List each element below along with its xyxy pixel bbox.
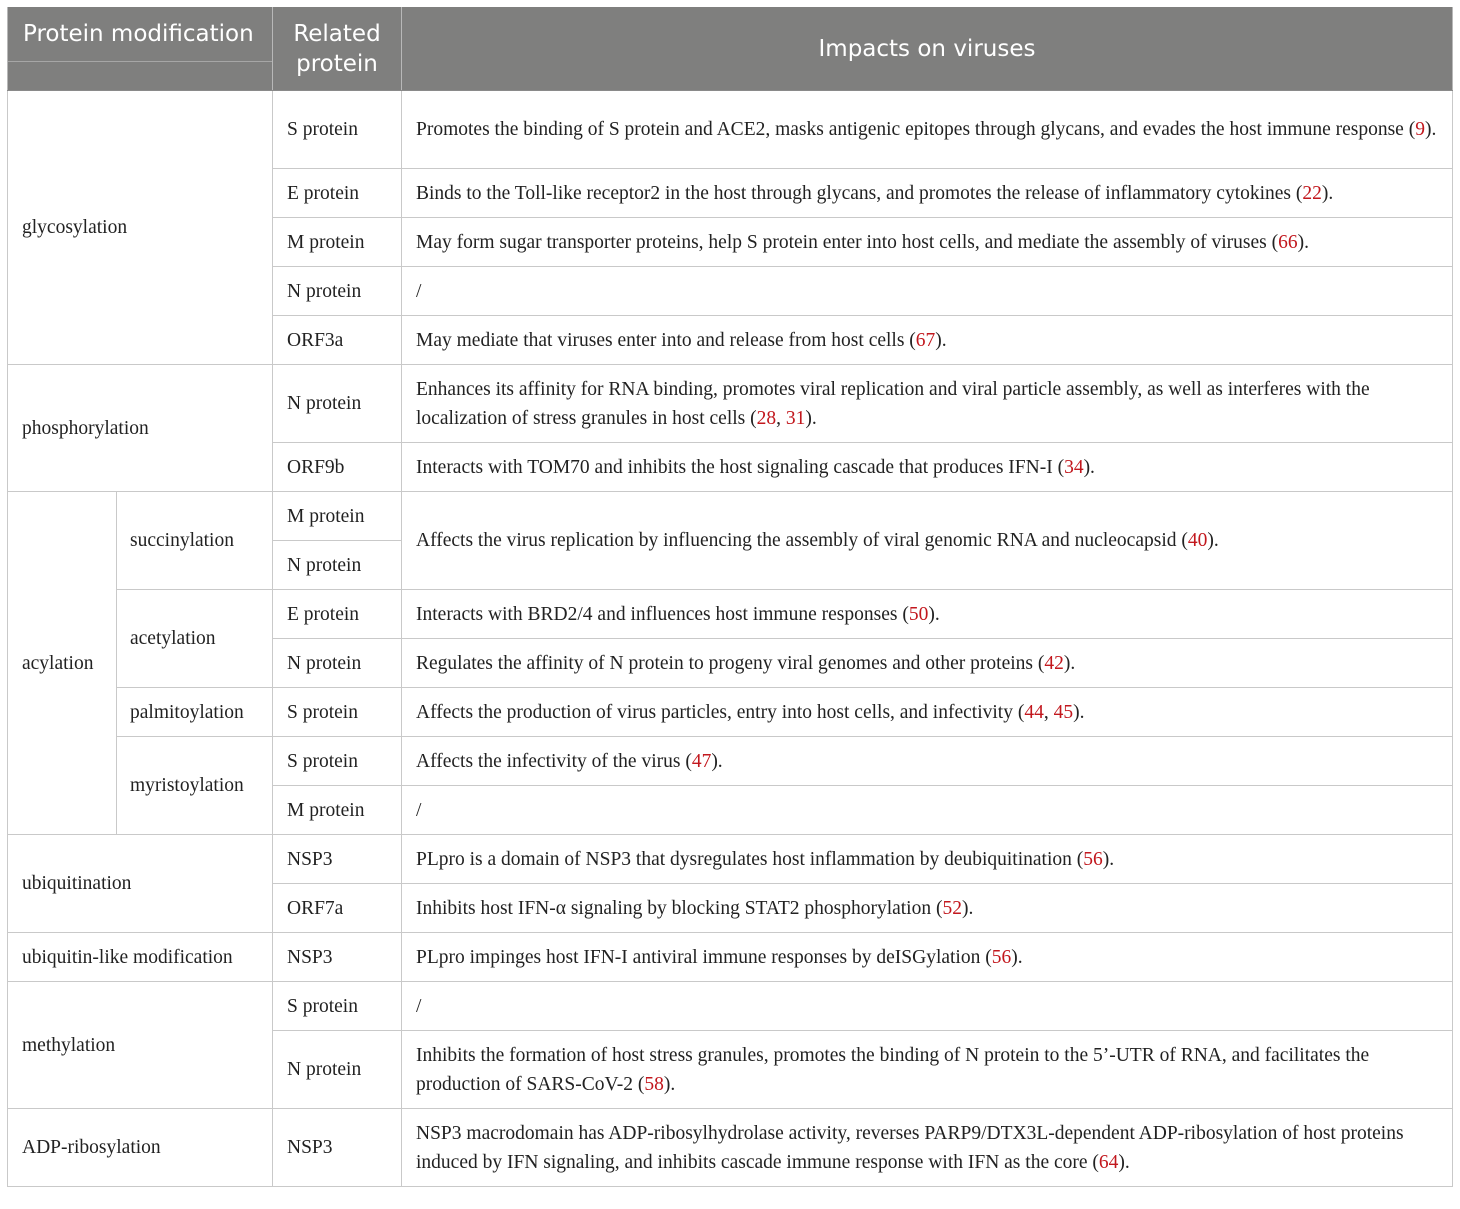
impact-text-end: ). [928, 603, 940, 625]
impact-text-end: ). [663, 1073, 676, 1095]
impact-text: May form sugar transporter proteins, help S protein enter into host cells, and mediate the assembly of viruses ( [416, 231, 1279, 253]
reference-link[interactable]: 50 [908, 603, 929, 625]
protein-cell: ORF7a [273, 884, 402, 933]
impact-text-end: ). [935, 329, 947, 351]
impact-text: Promotes the binding of S protein and ACE2, masks antigenic epitopes through glycans, and evades the host immune response ( [416, 119, 1416, 140]
protein-cell: NSP3 [273, 933, 402, 982]
impact-text-end: ). [1063, 652, 1076, 674]
impact-text-end: ). [1424, 119, 1437, 140]
subgroup-succinylation: succinylation [117, 492, 273, 590]
table-row [8, 492, 1453, 541]
protein-cell: N protein [273, 267, 402, 316]
impact-text: Interacts with TOM70 and inhibits the host signaling cascade that produces IFN-I ( [416, 456, 1065, 478]
impact-cell [402, 1109, 1453, 1187]
protein-cell: S protein [273, 688, 402, 737]
group-phosphorylation: phosphorylation [8, 365, 273, 492]
protein-cell: ORF9b [273, 443, 402, 492]
impact-cell [402, 267, 1453, 316]
table-row [8, 91, 1453, 169]
impact-text: / [416, 280, 422, 302]
impact-text-end: ). [1102, 848, 1115, 870]
reference-link[interactable]: 31 [785, 407, 806, 429]
protein-cell: N protein [273, 639, 402, 688]
impact-cell [402, 786, 1453, 835]
impact-text-end: ). [1083, 456, 1095, 478]
table-row [8, 933, 1453, 982]
header-row [8, 7, 1453, 91]
impact-cell [402, 639, 1453, 688]
reference-link[interactable]: 45 [1053, 701, 1074, 723]
reference-link[interactable]: 56 [1083, 848, 1103, 870]
impact-text: Affects the virus replication by influencing the assembly of viral genomic RNA and nucleocapsid ( [416, 530, 1188, 551]
protein-cell: M protein [273, 218, 402, 267]
table-row [8, 1109, 1453, 1187]
protein-cell: E protein [273, 169, 402, 218]
impact-cell [402, 316, 1453, 365]
impact-cell [402, 492, 1453, 590]
protein-cell: S protein [273, 737, 402, 786]
impact-text-end: ). [805, 407, 817, 429]
reference-link[interactable]: 47 [691, 750, 712, 772]
header-related-protein: Related protein [273, 7, 402, 91]
impact-text: Affects the production of virus particles, entry into host cells, and infectivity ( [416, 701, 1025, 723]
impact-cell [402, 218, 1453, 267]
impact-text: / [416, 799, 422, 821]
reference-link[interactable]: 52 [942, 897, 962, 919]
protein-cell: N protein [273, 541, 402, 590]
impact-text: Regulates the affinity of N protein to progeny viral genomes and other proteins ( [416, 652, 1045, 674]
subgroup-palmitoylation: palmitoylation [117, 688, 273, 737]
impact-text: Affects the infectivity of the virus ( [416, 750, 692, 772]
impact-cell [402, 91, 1453, 169]
impact-text: Inhibits host IFN-α signaling by blocking STAT2 phosphorylation ( [416, 897, 943, 919]
group-ubiquitination: ubiquitination [8, 835, 273, 933]
impact-cell [402, 737, 1453, 786]
protein-cell: N protein [273, 1031, 402, 1109]
reference-link[interactable]: 56 [991, 946, 1012, 968]
ptm-table [7, 7, 1453, 1187]
table-row [8, 835, 1453, 884]
protein-cell: NSP3 [273, 1109, 402, 1187]
reference-link[interactable]: 67 [915, 329, 936, 351]
ref-separator: , [1043, 701, 1054, 723]
impact-cell [402, 688, 1453, 737]
header-modification: Protein modification [8, 7, 273, 91]
table-row [8, 365, 1453, 443]
impact-text: Interacts with BRD2/4 and influences host immune responses ( [416, 603, 909, 625]
impact-cell [402, 982, 1453, 1031]
impact-text: Binds to the Toll-like receptor2 in the host through glycans, and promotes the release of inflammatory cytokines ( [416, 182, 1303, 204]
protein-cell: M protein [273, 492, 402, 541]
reference-link[interactable]: 34 [1064, 456, 1084, 478]
impact-cell [402, 835, 1453, 884]
header-impacts: Impacts on viruses [402, 7, 1453, 91]
table-row [8, 590, 1453, 639]
table-row [8, 688, 1453, 737]
reference-link[interactable]: 44 [1024, 701, 1044, 723]
group-ubiquitin-like: ubiquitin-like modification [8, 933, 273, 982]
impact-text-end: ). [1118, 1151, 1130, 1173]
impact-cell [402, 443, 1453, 492]
impact-text: May mediate that viruses enter into and release from host cells ( [416, 329, 916, 351]
subgroup-myristoylation: myristoylation [117, 737, 273, 835]
impact-cell [402, 933, 1453, 982]
reference-link[interactable]: 28 [756, 407, 777, 429]
impact-text-end: ). [1321, 182, 1334, 204]
impact-cell [402, 884, 1453, 933]
table-row [8, 737, 1453, 786]
protein-cell: M protein [273, 786, 402, 835]
impact-text: Inhibits the formation of host stress granules, promotes the binding of N protein to the 5’-UTR of RNA, and facilitates the production of SARS-CoV-2 ( [416, 1044, 1370, 1095]
reference-link[interactable]: 40 [1187, 530, 1208, 551]
protein-cell: S protein [273, 91, 402, 169]
impact-cell [402, 1031, 1453, 1109]
protein-cell: ORF3a [273, 316, 402, 365]
impact-cell [402, 365, 1453, 443]
impact-text-end: ). [1011, 946, 1023, 968]
reference-link[interactable]: 22 [1302, 182, 1322, 204]
impact-text-end: ). [1207, 530, 1219, 551]
reference-link[interactable]: 42 [1044, 652, 1064, 674]
reference-link[interactable]: 64 [1098, 1151, 1119, 1173]
protein-cell: N protein [273, 365, 402, 443]
protein-cell: E protein [273, 590, 402, 639]
ref-separator: , [776, 407, 786, 429]
impact-text: PLpro is a domain of NSP3 that dysregulates host inflammation by deubiquitination ( [416, 848, 1084, 870]
impact-text-end: ). [711, 750, 723, 772]
impact-text-end: ). [961, 897, 974, 919]
group-acylation: acylation [8, 492, 117, 835]
impact-cell [402, 590, 1453, 639]
impact-cell [402, 169, 1453, 218]
impact-text: / [416, 995, 422, 1017]
impact-text-end: ). [1297, 231, 1309, 253]
reference-link[interactable]: 66 [1278, 231, 1298, 253]
impact-text: Enhances its affinity for RNA binding, promotes viral replication and viral particle assembly, as well as interferes with the localization of stress granules in host cells ( [416, 378, 1370, 429]
protein-cell: S protein [273, 982, 402, 1031]
impact-text: PLpro impinges host IFN-I antiviral immune responses by deISGylation ( [416, 946, 992, 968]
group-methylation: methylation [8, 982, 273, 1109]
group-glycosylation: glycosylation [8, 91, 273, 365]
impact-text: NSP3 macrodomain has ADP-ribosylhydrolase activity, reverses PARP9/DTX3L-dependent ADP-ribosylation of host proteins induced by IFN signaling, and inhibits cascade immune response with IFN as the core ( [416, 1122, 1404, 1173]
reference-link[interactable]: 9 [1415, 119, 1425, 140]
table-row [8, 982, 1453, 1031]
impact-text-end: ). [1073, 701, 1085, 723]
subgroup-acetylation: acetylation [117, 590, 273, 688]
group-adp-ribosylation: ADP-ribosylation [8, 1109, 273, 1187]
protein-cell: NSP3 [273, 835, 402, 884]
reference-link[interactable]: 58 [644, 1073, 664, 1095]
